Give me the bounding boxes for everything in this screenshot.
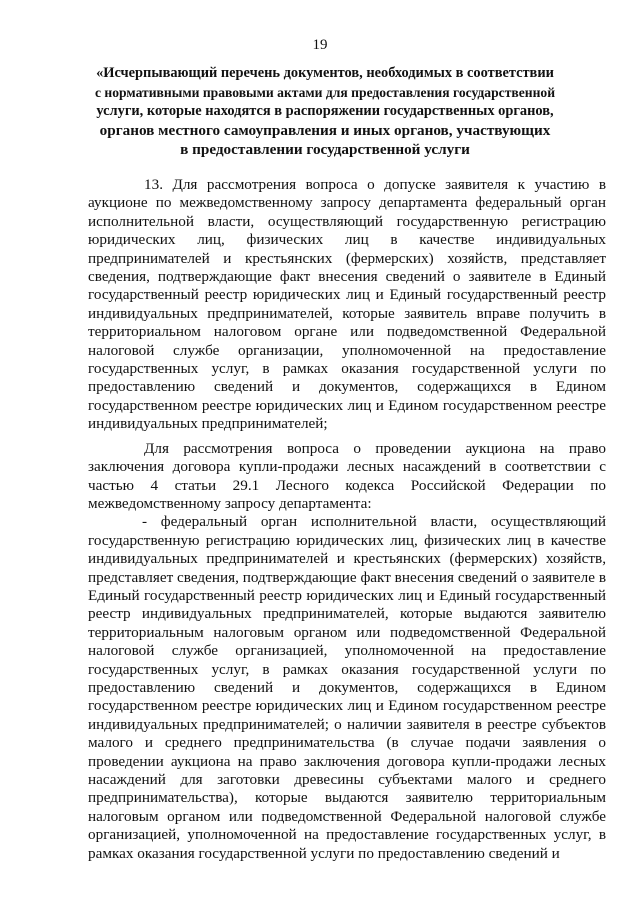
paragraph-item-13: 13. Для рассмотрения вопроса о допуске заявителя к участию в аукционе по межведомственному запросу департамента федеральный орган исполнительной власти, осуществляющий государственную регистрацию юридических лиц, физических лиц в качестве индивидуальных предпринимателей и крестьянских (фермерских) хозяйств, представляет сведения, подтверждающие факт внесения сведений о заявителе в Единый государственный реестр юридических лиц и Единый государственный реестр индивидуальных предпринимателей, которые заявитель вправе получить в территориальном налоговом органе или подведомственной Федеральной налоговой службе организации, уполномоченной на предоставление государственных услуг, в рамках оказания государственной услуги по предоставлению сведений и документов, содержащихся в Едином государственном реестре юридических лиц и Едином государственном реестре индивидуальных предпринимателей; (88, 176, 606, 433)
heading-line: с нормативными правовыми актами для предоставления государственной (95, 85, 556, 100)
heading-line: органов местного самоуправления и иных органов, участвующих (99, 122, 551, 139)
page-number: 19 (312, 37, 328, 53)
heading-line: услуги, которые находятся в распоряжении государственных органов, (96, 103, 554, 119)
paragraph-federal-authority: - федеральный орган исполнительной власти, осуществляющий государственную регистрацию юридических лиц, физических лиц в качестве индивидуальных предпринимателей и крестьянских (фермерских) хозяйств, представляет сведения, подтверждающие факт внесения сведений о заявителе в Единый государственный реестр юридических лиц и Единый государственный реестр индивидуальных предпринимателей, которые выдаются заявителю территориальным налоговым органом или подведомственной Федеральной налоговой службе организацией, уполномоченной на предоставление государственных услуг, в рамках оказания государственной услуги по предоставлению сведений и документов, содержащихся в Едином государственном реестре юридических лиц и Едином государственном реестре индивидуальных предпринимателей; о наличии заявителя в реестре субъектов малого и среднего предпринимательства (в случае подачи заявления о проведении аукциона на право заключения договора купли-продажи лесных насаждений для заготовки древесины субъектами малого и среднего предпринимательства), которые выдаются заявителю территориальным налоговым органом или подведомственной Федеральной налоговой службе организацией, уполномоченной на предоставление государственных услуг, в рамках оказания государственной услуги по предоставлению сведений и (88, 513, 606, 862)
heading-line: «Исчерпывающий перечень документов, необходимых в соответствии (96, 65, 554, 81)
paragraph-auction-intro: Для рассмотрения вопроса о проведении аукциона на право заключения договора купли-продажи лесных насаждений в соответствии с частью 4 статьи 29.1 Лесного кодекса Российской Федерации по межведомственному запросу департамента: (88, 439, 606, 512)
heading-line: в предоставлении государственной услуги (180, 141, 470, 158)
document-body (88, 176, 606, 863)
section-heading (95, 64, 555, 159)
